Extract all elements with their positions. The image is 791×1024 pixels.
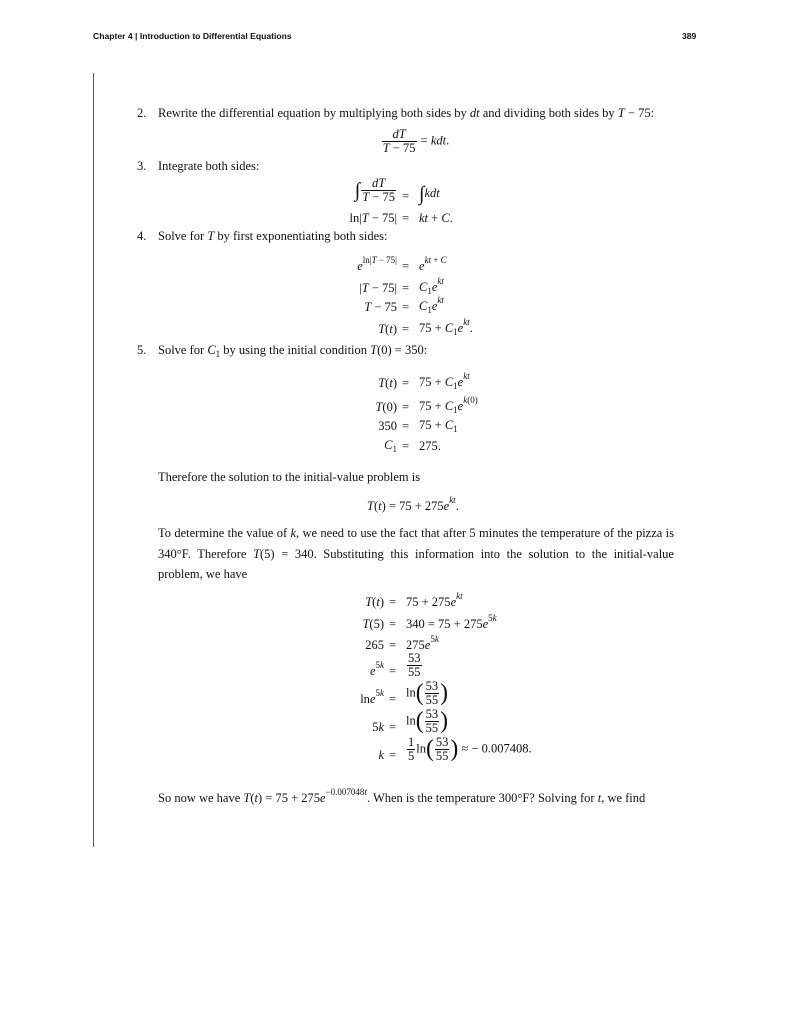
math-variable: e: [369, 692, 376, 706]
left-paren: (: [415, 707, 424, 734]
equation-lhs: [370, 660, 384, 679]
equation-row: [0, 278, 791, 296]
equation-lhs: [357, 255, 397, 274]
math-variable: e: [457, 398, 464, 413]
equation-rhs: [419, 211, 453, 226]
math-text: (0): [467, 395, 478, 406]
math-text: 75 +: [419, 417, 445, 432]
math-variable: T: [364, 300, 372, 314]
step-text: [158, 105, 654, 121]
superscript: [430, 634, 439, 644]
superscript: [376, 688, 385, 698]
math-variable: k: [380, 688, 384, 699]
math-text: ): [392, 376, 397, 390]
equation-lhs: [378, 376, 397, 391]
math-variable: kdt: [424, 185, 440, 200]
math-variable: kt: [456, 591, 463, 602]
math-text: 75 + 275: [406, 595, 451, 609]
equation-row: [0, 297, 791, 315]
equation-rhs: [419, 317, 473, 337]
equation-row: [0, 635, 791, 653]
math-text: (: [385, 376, 390, 390]
equation-row: [0, 614, 791, 632]
equation-lhs: [378, 748, 384, 763]
numerator: [425, 708, 440, 722]
math-variable: t: [597, 790, 602, 805]
math-text: −0.007048: [325, 787, 365, 797]
equation-row: [0, 175, 791, 205]
numerator: [435, 736, 450, 750]
math-text: (0) = 350:: [377, 343, 428, 357]
math-text: by first exponentiating both sides:: [214, 229, 388, 243]
math-text: − 75: [371, 300, 397, 314]
math-text: ln|: [362, 255, 372, 266]
math-text: ln|: [349, 211, 362, 225]
math-variable: T: [243, 790, 251, 805]
math-text: 55: [425, 720, 439, 735]
equation-lhs: [378, 322, 397, 337]
math-variable: C: [419, 279, 428, 294]
math-variable: e: [431, 298, 438, 313]
fraction: [425, 708, 440, 735]
equation-rhs: [419, 295, 444, 315]
equals-sign: =: [389, 720, 397, 734]
equation-rhs: [406, 591, 463, 610]
equation-lhs: [384, 438, 397, 454]
math-text: (: [373, 498, 379, 513]
superscript: [456, 591, 463, 601]
equation-rhs: [406, 708, 448, 735]
math-variable: T: [253, 546, 261, 561]
equation-row: [0, 208, 791, 226]
math-variable: T: [370, 343, 378, 357]
math-variable: C: [444, 398, 454, 413]
math-variable: k: [378, 748, 384, 762]
math-variable: e: [357, 259, 363, 273]
math-variable: e: [431, 279, 438, 294]
integral-sign: ∫: [354, 179, 361, 202]
math-text: ln: [416, 741, 426, 756]
math-variable: t: [389, 322, 393, 336]
equation-row: [0, 319, 791, 337]
math-text: 5: [375, 660, 380, 671]
math-text: Solve for: [158, 343, 208, 357]
equation-lhs: [359, 281, 397, 296]
equation-row: [0, 373, 791, 391]
math-text: and dividing both sides by: [479, 106, 618, 120]
math-variable: e: [457, 320, 464, 335]
math-text: , we need to use the fact that after 5 minutes the temperature of the pizza is 340°F. Therefore: [158, 526, 674, 561]
equation-rhs: [419, 439, 441, 454]
math-variable: T: [361, 281, 369, 295]
math-text: 53: [425, 678, 439, 693]
math-variable: T: [361, 211, 369, 225]
math-variable: kt: [463, 371, 470, 382]
math-text: |: [359, 281, 362, 295]
math-text: 275: [406, 638, 425, 652]
equation-lhs: [362, 617, 384, 632]
math-text: (: [385, 322, 390, 336]
step-number: 5.: [137, 343, 147, 357]
math-text: 1: [453, 405, 458, 415]
math-text: (: [372, 595, 377, 609]
step-text: [158, 228, 388, 244]
equation-row: [0, 706, 791, 735]
chapter-header: Chapter 4 | Introduction to Differential Equations: [93, 31, 292, 41]
math-text: To determine the value of: [158, 526, 291, 540]
math-variable: t: [376, 595, 380, 609]
equals-sign: =: [402, 400, 410, 414]
math-text: (5) = 340. Substituting this information into the solution to the initial-value problem, we have: [158, 546, 674, 581]
math-variable: e: [450, 595, 457, 609]
math-variable: T: [378, 376, 386, 390]
math-text: +: [428, 211, 442, 225]
math-text: 75 +: [419, 374, 445, 389]
numerator: [407, 736, 415, 750]
math-variable: T: [382, 141, 390, 156]
math-text: , we find: [601, 790, 646, 805]
equals-sign: =: [402, 419, 410, 433]
equation-rhs: [419, 395, 478, 415]
step-number: 2.: [137, 106, 147, 120]
math-text: ln: [406, 685, 416, 700]
math-variable: T: [362, 189, 370, 204]
math-text: .: [449, 211, 453, 225]
superscript: [488, 613, 497, 623]
equation-rhs: [419, 371, 470, 391]
numerator: [425, 680, 440, 694]
math-variable: kt: [424, 255, 432, 266]
math-text: Rewrite the differential equation by multiplying both sides by: [158, 106, 470, 120]
math-text: +: [431, 255, 441, 266]
math-variable: dt: [469, 106, 480, 120]
equation-row: [0, 734, 791, 763]
math-text: ) = 75 + 275: [381, 498, 444, 513]
math-variable: t: [389, 376, 393, 390]
math-text: − 75|: [376, 255, 397, 266]
math-variable: C: [419, 298, 428, 313]
math-variable: kt: [449, 495, 456, 505]
superscript: [376, 660, 385, 670]
math-variable: e: [482, 617, 489, 631]
math-variable: e: [320, 790, 326, 805]
math-variable: t: [378, 498, 382, 513]
equation-row: [0, 397, 791, 415]
math-text: 5: [488, 613, 493, 624]
math-variable: dT: [372, 175, 386, 190]
denominator: [425, 694, 440, 707]
step-text: [158, 158, 259, 174]
paragraph: [158, 469, 420, 485]
math-text: − 75|: [368, 211, 397, 225]
fraction: [435, 736, 450, 763]
math-variable: C: [384, 437, 393, 452]
math-variable: e: [424, 638, 431, 652]
math-variable: e: [457, 374, 464, 389]
math-text: 55: [435, 748, 449, 763]
superscript: [437, 295, 444, 305]
math-variable: e: [419, 259, 425, 273]
math-variable: T: [375, 400, 383, 414]
math-text: 75 +: [419, 320, 445, 335]
math-text: 1: [453, 381, 458, 391]
equals-sign: =: [402, 281, 410, 295]
equals-sign: =: [402, 259, 410, 273]
equals-sign: =: [389, 748, 397, 762]
math-text: 1: [453, 327, 458, 337]
math-text: − 75:: [624, 106, 655, 120]
math-variable: C: [207, 343, 216, 357]
equation-rhs: [419, 418, 458, 434]
numerator: [361, 177, 396, 191]
math-variable: k: [463, 395, 468, 406]
integral-sign: ∫: [419, 183, 425, 205]
equals-sign: =: [389, 664, 397, 678]
equals-sign: =: [389, 617, 397, 631]
math-variable: T: [367, 498, 374, 513]
fraction: [382, 128, 417, 155]
math-text: 75 +: [419, 398, 445, 413]
denominator: [407, 750, 415, 763]
equation-lhs: [365, 595, 384, 610]
subscript: [453, 424, 458, 434]
equals-sign: =: [389, 595, 397, 609]
math-variable: kt: [463, 317, 470, 328]
math-text: . When is the temperature 300°F? Solving for: [366, 790, 598, 805]
equation-row: [0, 650, 791, 679]
left-paren: (: [415, 679, 424, 706]
denominator: [382, 142, 417, 155]
equals-sign: =: [402, 189, 410, 203]
equation-row: [0, 678, 791, 707]
equals-sign: =: [402, 300, 410, 314]
math-variable: T: [207, 229, 215, 243]
denominator: [425, 722, 440, 735]
math-text: 5: [375, 688, 380, 699]
math-variable: C: [441, 211, 450, 225]
equals-sign: =: [402, 211, 410, 225]
math-variable: k: [380, 660, 384, 671]
math-variable: T: [371, 255, 377, 266]
math-text: 1: [392, 444, 397, 454]
math-text: − 75: [389, 141, 416, 156]
superscript: [463, 395, 478, 405]
math-text: ): [379, 595, 384, 609]
math-variable: k: [290, 526, 297, 540]
math-text: .: [446, 133, 450, 148]
superscript: [326, 787, 367, 797]
math-text: 53: [408, 650, 421, 665]
equation-lhs: [350, 211, 398, 226]
right-paren: ): [440, 679, 449, 706]
superscript: [437, 276, 444, 286]
right-paren: ): [440, 707, 449, 734]
math-text: ): [392, 322, 397, 336]
equation-lhs: [378, 419, 397, 434]
math-variable: C: [444, 417, 454, 432]
math-variable: k: [434, 634, 439, 645]
math-text: 1: [427, 305, 432, 315]
equation-lhs: [375, 400, 397, 415]
math-variable: e: [443, 498, 450, 513]
superscript: [463, 371, 470, 381]
math-text: 55: [408, 664, 421, 679]
step-number: 3.: [137, 159, 147, 173]
math-text: .: [455, 498, 459, 513]
numerator: [382, 128, 417, 142]
math-text: (: [250, 790, 255, 805]
math-text: (0): [382, 400, 397, 414]
math-variable: kt: [437, 295, 444, 306]
equals-sign: =: [402, 376, 410, 390]
math-variable: T: [362, 617, 370, 631]
paragraph: [158, 523, 674, 585]
paragraph: [158, 784, 645, 806]
math-text: So now we have: [158, 790, 244, 805]
equation-lhs: [372, 720, 384, 735]
math-text: − 75|: [368, 281, 397, 295]
equation: [367, 492, 459, 514]
equation-lhs: [355, 177, 397, 204]
equation-rhs: [406, 613, 497, 632]
equals-sign: =: [402, 322, 410, 336]
equation-row: [0, 416, 791, 434]
math-text: 5: [408, 748, 415, 763]
math-text: ln: [360, 692, 370, 706]
equals-sign: =: [389, 692, 397, 706]
math-text: 53: [435, 734, 449, 749]
page-number: 389: [682, 31, 697, 41]
numerator: [407, 652, 422, 666]
math-text: 1: [408, 734, 415, 749]
math-text: 55: [425, 692, 439, 707]
math-variable: k: [378, 720, 384, 734]
equation-row: [0, 436, 791, 454]
math-variable: C: [444, 374, 454, 389]
equation-rhs: [406, 736, 532, 763]
superscript: [425, 255, 447, 265]
math-text: by using the initial condition: [220, 343, 371, 357]
math-variable: T: [617, 106, 625, 120]
math-text: 265: [365, 638, 384, 652]
superscript: [363, 255, 397, 265]
math-variable: k: [492, 613, 497, 624]
denominator: [435, 750, 450, 763]
math-variable: e: [369, 664, 376, 678]
math-text: ) = 75 + 275: [258, 790, 321, 805]
equation-rhs: [406, 652, 423, 679]
step-number: 4.: [137, 229, 147, 243]
math-text: .: [469, 320, 473, 335]
equation: [0, 128, 791, 155]
equation-rhs: [419, 184, 440, 204]
right-paren: ): [450, 735, 459, 762]
fraction: [407, 652, 422, 679]
fraction: [425, 680, 440, 707]
fraction: [407, 736, 415, 763]
math-variable: kt: [419, 211, 429, 225]
left-paren: (: [425, 735, 434, 762]
math-text: (5): [369, 617, 384, 631]
step-text: [158, 342, 427, 362]
equation-rhs: [419, 255, 447, 274]
math-text: ln: [406, 713, 416, 728]
math-text: 1: [427, 286, 432, 296]
equals-sign: =: [389, 638, 397, 652]
equation-rhs: [419, 276, 444, 296]
math-variable: C: [440, 255, 447, 266]
math-variable: kdt: [430, 133, 447, 148]
math-variable: C: [444, 320, 454, 335]
math-text: 5: [430, 634, 435, 645]
subscript: [393, 444, 398, 454]
fraction: [361, 177, 396, 204]
equals-sign: =: [402, 439, 410, 453]
math-variable: kt: [437, 276, 444, 287]
denominator: [361, 191, 396, 204]
math-variable: dT: [392, 127, 406, 141]
math-text: 275.: [419, 439, 441, 453]
math-text: − 75: [369, 189, 395, 204]
math-variable: t: [254, 790, 259, 805]
math-text: Solve for: [158, 229, 208, 243]
equation-lhs: [364, 300, 397, 315]
equation-lhs: [360, 688, 384, 707]
math-variable: T: [378, 322, 386, 336]
math-text: 1: [215, 349, 221, 360]
math-text: Therefore the solution to the initial-value problem is: [158, 470, 421, 484]
math-text: 5: [372, 720, 379, 734]
equation-row: [0, 592, 791, 610]
math-text: 340 = 75 + 275: [406, 617, 483, 631]
math-text: 53: [425, 706, 439, 721]
math-text: ≈ − 0.007408.: [458, 741, 532, 756]
math-text: Integrate both sides:: [158, 159, 260, 173]
math-text: =: [417, 133, 431, 148]
equation-lhs: [365, 638, 384, 653]
denominator: [407, 666, 422, 679]
math-variable: t: [364, 787, 367, 797]
equation-row: [0, 256, 791, 274]
math-text: 1: [453, 424, 458, 434]
math-variable: T: [365, 595, 373, 609]
equation-rhs: [406, 680, 448, 707]
math-text: 350: [378, 419, 397, 433]
